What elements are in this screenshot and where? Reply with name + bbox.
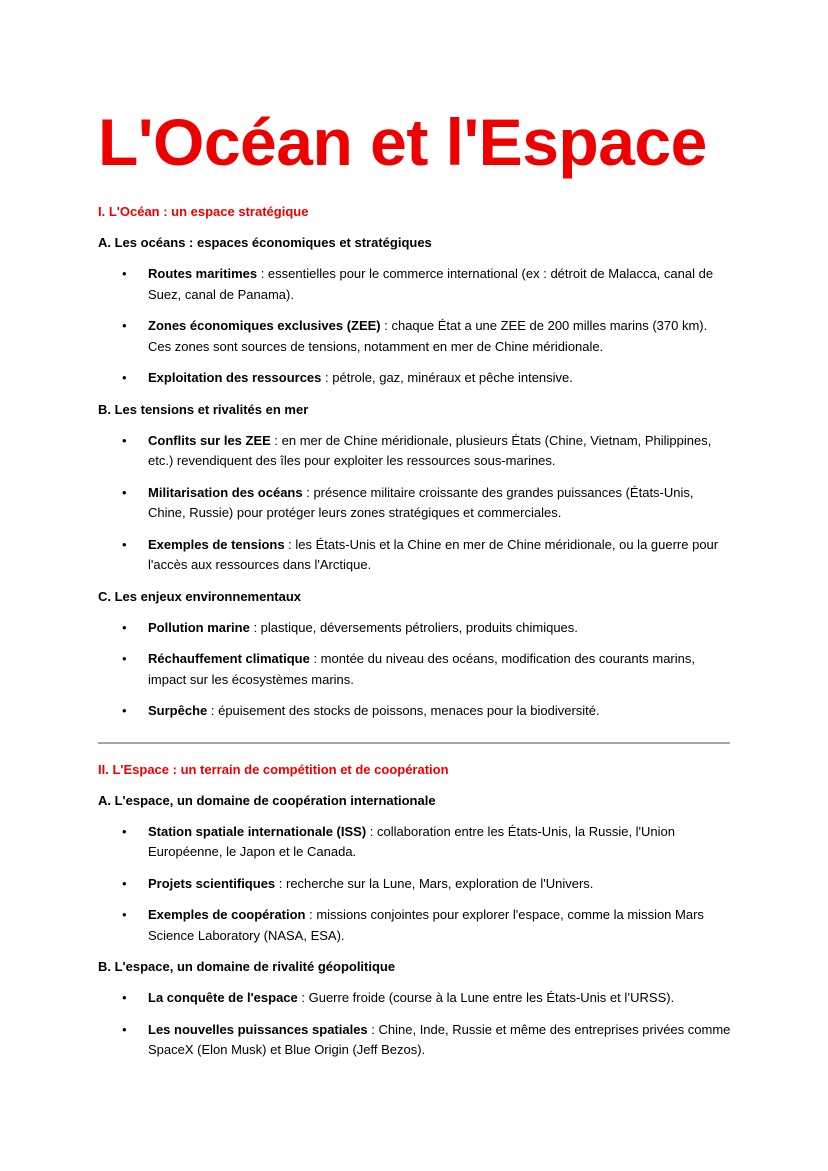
item-text: : missions conjointes pour explorer l'espace, comme la mission Mars Science Laboratory (NASA, ESA). — [148, 907, 704, 943]
list-item — [98, 368, 733, 389]
bullet-icon: • — [122, 370, 127, 385]
bullet-list — [98, 618, 730, 722]
item-term: Réchauffement climatique — [148, 651, 310, 666]
bullet-list — [98, 988, 730, 1061]
item-text: : présence militaire croissante des grandes puissances (États-Unis, Chine, Russie) pour protéger leurs zones stratégiques et commerciales. — [148, 484, 694, 520]
bullet-icon: • — [122, 907, 127, 922]
bullet-icon: • — [122, 990, 127, 1005]
list-item — [98, 874, 733, 895]
bullet-icon: • — [122, 651, 127, 666]
item-term: Surpêche — [148, 703, 208, 718]
list-item — [98, 905, 733, 946]
bullet-list — [98, 264, 730, 389]
item-term: Exploitation des ressources — [148, 370, 322, 385]
bullet-icon: • — [122, 619, 127, 635]
item-text: : plastique, déversements pétroliers, produits chimiques. — [249, 619, 578, 635]
item-text: : essentielles pour le commerce international (ex : détroit de Malacca, canal de Suez, canal de Panama). — [148, 266, 714, 302]
subsection-heading: B. L'espace, un domaine de rivalité géopolitique — [98, 959, 396, 974]
list-item — [98, 264, 733, 305]
list-item — [98, 1020, 733, 1061]
item-term: Projets scientifiques — [148, 875, 276, 891]
subsection-heading: A. L'espace, un domaine de coopération internationale — [98, 792, 436, 808]
list-item — [98, 431, 733, 472]
document — [98, 100, 730, 1061]
bullet-icon: • — [122, 536, 127, 552]
bullet-list — [98, 822, 730, 947]
item-term: Pollution marine — [148, 619, 250, 635]
item-text: : Guerre froide (course à la Lune entre les États-Unis et l’URSS). — [297, 990, 675, 1005]
bullet-icon: • — [122, 875, 127, 891]
item-term: Station spatiale internationale (ISS) — [148, 823, 367, 839]
item-text: : montée du niveau des océans, modification des courants marins, impact sur les écosystèmes marins. — [148, 651, 695, 687]
item-term: Exemples de tensions — [148, 536, 285, 552]
item-text: : pétrole, gaz, minéraux et pêche intensive. — [321, 370, 573, 385]
section-heading: I. L'Océan : un espace stratégique — [98, 204, 309, 219]
subsection-heading: A. Les océans : espaces économiques et stratégiques — [98, 235, 432, 250]
list-item — [98, 701, 733, 722]
subsection-heading: B. Les tensions et rivalités en mer — [98, 401, 309, 417]
bullet-icon: • — [122, 266, 127, 281]
item-text: : en mer de Chine méridionale, plusieurs États (Chine, Vietnam, Philippines, etc.) revendiquent des îles pour exploiter les ressources sous-marines. — [148, 432, 712, 468]
item-term: Zones économiques exclusives (ZEE) — [148, 318, 381, 333]
item-text: : Chine, Inde, Russie et même des entreprises privées comme SpaceX (Elon Musk) et Blue Origin (Jeff Bezos). — [148, 1021, 731, 1057]
list-item — [98, 316, 733, 357]
bullet-icon: • — [122, 432, 127, 448]
item-term: La conquête de l'espace — [148, 990, 298, 1005]
list-item — [98, 649, 733, 690]
item-term: Exemples de coopération — [148, 907, 306, 922]
bullet-icon: • — [122, 703, 127, 718]
bullet-icon: • — [122, 823, 127, 839]
subsection-heading: C. Les enjeux environnementaux — [98, 588, 302, 604]
item-text: : les États-Unis et la Chine en mer de Chine méridionale, ou la guerre pour l'accès aux ressources dans l'Arctique. — [148, 536, 719, 572]
bullet-icon: • — [122, 484, 127, 500]
list-item — [98, 618, 733, 639]
list-item — [98, 535, 733, 576]
list-item — [98, 988, 733, 1009]
item-text: : chaque État a une ZEE de 200 milles marins (370 km). Ces zones sont sources de tensions, notamment en mer de Chine méridionale. — [148, 318, 708, 354]
item-text: : recherche sur la Lune, Mars, exploration de l'Univers. — [275, 875, 594, 891]
item-term: Les nouvelles puissances spatiales — [148, 1021, 368, 1037]
list-item — [98, 822, 733, 863]
document-title: L'Océan et l'Espace — [98, 105, 707, 179]
item-term: Routes maritimes — [148, 266, 258, 281]
bullet-icon: • — [122, 1021, 127, 1037]
bullet-list — [98, 431, 730, 576]
document-body — [98, 202, 730, 1061]
section-heading: II. L'Espace : un terrain de compétition et de coopération — [98, 761, 449, 777]
bullet-icon: • — [122, 318, 127, 333]
section-divider — [98, 742, 730, 744]
item-text: : collaboration entre les États-Unis, la Russie, l'Union Européenne, le Japon et le Canada. — [148, 823, 676, 859]
item-term: Conflits sur les ZEE — [148, 432, 271, 448]
list-item — [98, 483, 733, 524]
item-text: : épuisement des stocks de poissons, menaces pour la biodiversité. — [207, 703, 600, 718]
item-term: Militarisation des océans — [148, 484, 303, 500]
